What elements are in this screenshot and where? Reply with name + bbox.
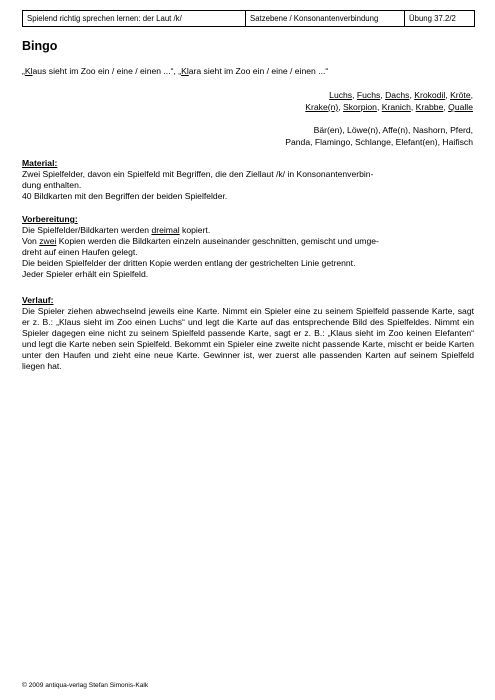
section-heading: Verlauf: [22, 295, 54, 305]
paragraph-line [22, 225, 474, 236]
quote-open: „ [22, 66, 25, 76]
target-word: Kranich [381, 102, 411, 112]
target-word: Kröte [450, 90, 471, 100]
separator: , [410, 102, 416, 112]
target-word: Krabbe [415, 102, 444, 112]
text: Kopien werden die Bildkarten einzeln auseinander geschnitten, gemischt und umge- [56, 236, 379, 246]
sentence-part: aus sieht im Zoo ein / eine / einen ...“, „ [32, 66, 182, 76]
vorbereitung-section [22, 214, 474, 280]
separator: , [352, 90, 357, 100]
emphasis: zwei [39, 236, 57, 246]
separator: , [380, 90, 386, 100]
material-section [22, 158, 474, 202]
distractor-word-list [285, 124, 473, 148]
section-heading: Vorbereitung: [22, 214, 78, 224]
header-exercise-number: Übung 37.2/2 [409, 14, 456, 23]
verlauf-section [22, 295, 474, 372]
section-heading: Material: [22, 158, 58, 168]
word-line [305, 89, 473, 101]
paragraph-line: Zwei Spielfelder, davon ein Spielfeld mit Begriffen, die den Ziellaut /k/ in Konsonantenverbin- [22, 169, 374, 179]
page-title: Bingo [22, 39, 58, 53]
paragraph-line: dung enthalten. [22, 180, 82, 190]
word-line: Panda, Flamingo, Schlange, Elefant(en), Haifisch [285, 137, 473, 147]
paragraph: Die Spieler ziehen abwechselnd jeweils eine Karte. Nimmt ein Spieler eine zu seinem Spielfeld passende Karte, sagt er z. B.: „Klaus sieht im Zoo einen Luchs“ und legt die Karte auf das entsprechende Bild des Spielfeldes. Nimmt ein Spieler dagegen eine nicht zu seinem Spielfeld passende Karte, sagt er z. B.: „Klaus sieht im Zoo keinen Elefanten“ und legt die Karte neben sein Spielfeld. Bekommt ein Spieler eine zweite nicht passende Karte, mischt er beide Karten unter den Haufen und zieht eine neue Karte. Gewinner ist, wer zuerst alle passenden Karten auf seinem Spielfeld liegen hat. [22, 306, 474, 371]
target-word: Krokodil [414, 90, 446, 100]
text: kopiert. [179, 225, 211, 235]
copyright-footer: © 2009 antiqua-verlag Stefan Simonis-Kalk [22, 682, 149, 689]
target-word: Skorpion [343, 102, 377, 112]
header-series-title: Spielend richtig sprechen lernen: der Laut /k/ [23, 11, 246, 26]
target-word: Fuchs [356, 90, 381, 100]
target-word: Dachs [385, 90, 410, 100]
paragraph-line: Jeder Spieler erhält ein Spielfeld. [22, 269, 149, 279]
target-sound: Kl [24, 66, 33, 76]
paragraph-line: dreht auf einen Haufen gelegt. [22, 247, 138, 257]
separator: , [445, 90, 451, 100]
word-line [305, 101, 473, 113]
sentence-part: ara sieht im Zoo ein / eine / einen ...“ [188, 66, 329, 76]
target-word-list [305, 89, 473, 113]
separator: , [409, 90, 415, 100]
target-word: Krake(n) [305, 102, 339, 112]
separator: , [443, 102, 449, 112]
text: Die Spielfelder/Bildkarten werden [22, 225, 152, 235]
target-sound: Kl [181, 66, 189, 76]
separator: , [338, 102, 344, 112]
separator: , [376, 102, 382, 112]
paragraph-line: Die beiden Spielfelder der dritten Kopie werden entlang der gestrichelten Linie getrennt. [22, 258, 356, 268]
emphasis: dreimal [151, 225, 180, 235]
paragraph-line: 40 Bildkarten mit den Begriffen der beiden Spielfelder. [22, 191, 228, 201]
comma: , [470, 90, 473, 100]
target-word: Luchs [329, 90, 353, 100]
target-word: Qualle [448, 102, 473, 112]
word-line: Bär(en), Löwe(n), Affe(n), Nashorn, Pferd, [313, 125, 473, 135]
paragraph-line [22, 236, 474, 247]
text: Von [22, 236, 40, 246]
header-topic: Satzebene / Konsonantenverbindung [246, 11, 405, 26]
example-sentence [22, 66, 328, 76]
page-header [22, 10, 475, 27]
